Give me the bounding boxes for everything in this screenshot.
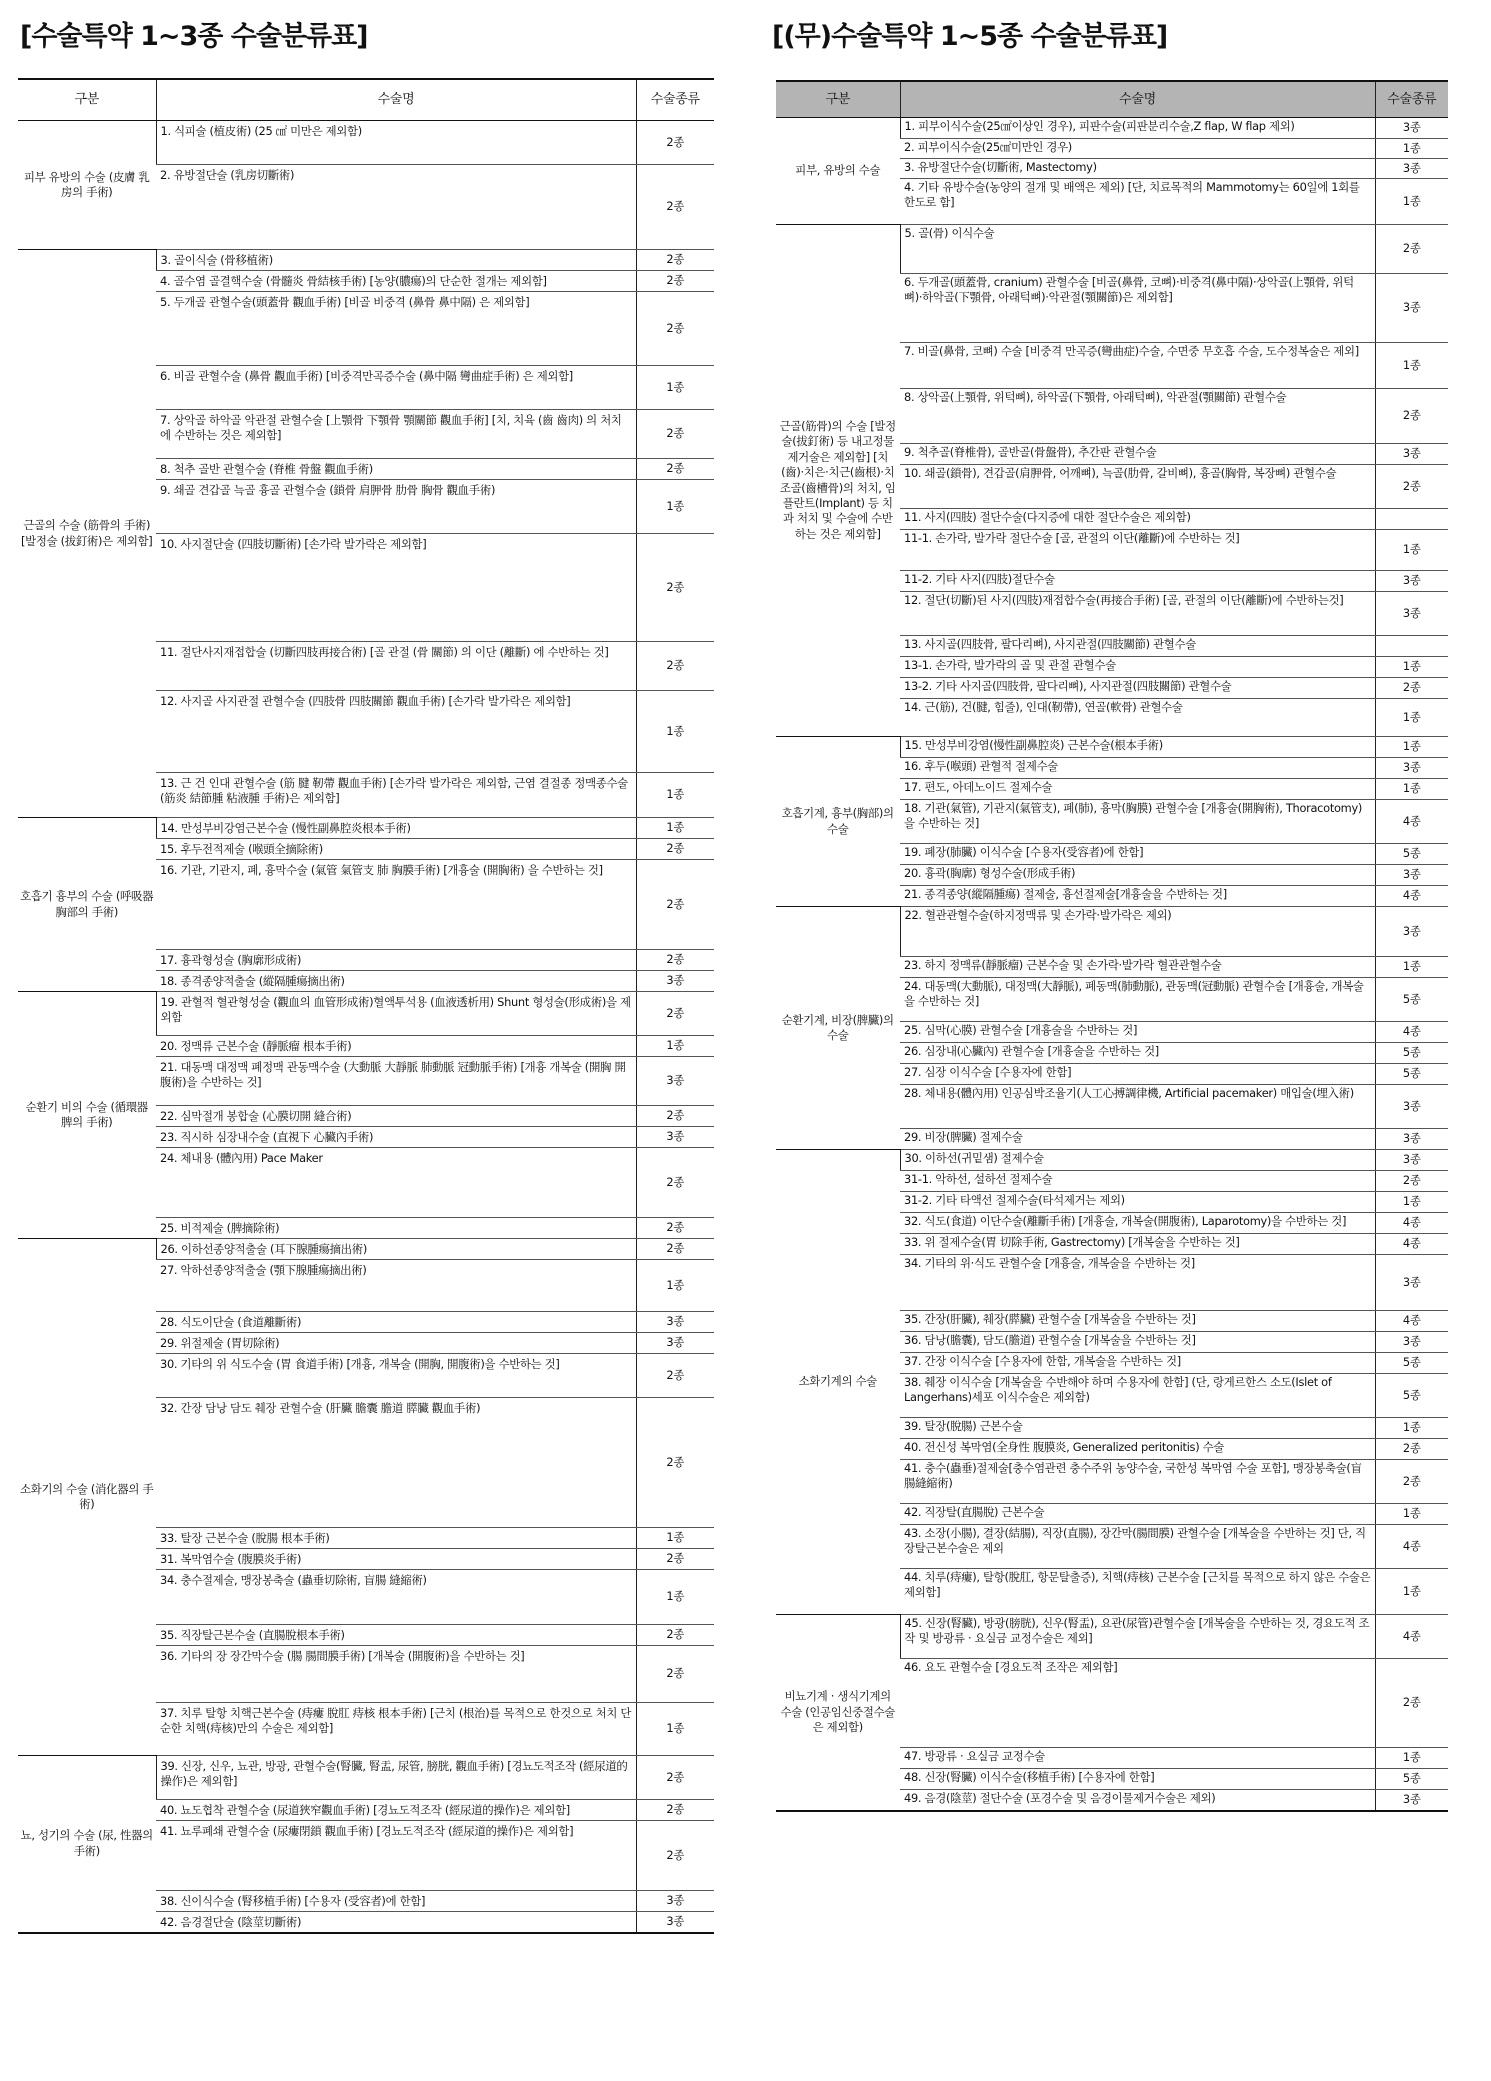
surgery-name-cell: 48. 신장(腎臟) 이식수술(移植手術) [수용자에 한함]	[900, 1769, 1375, 1790]
surgery-type-cell: 1종	[1375, 139, 1448, 159]
surgery-name-cell: 2. 피부이식수술(25㎠미만인 경우)	[900, 139, 1375, 159]
surgery-name-cell: 41. 충수(蟲垂)절제술[충수염관련 충수주위 농양수술, 국한성 복막염 수술 포함], 맹장봉축술(盲腸縫縮術)	[900, 1460, 1375, 1504]
surgery-type-cell: 1종	[1375, 737, 1448, 758]
surgery-type-cell: 1종	[636, 1528, 714, 1549]
surgery-name-cell: 5. 골(骨) 이식수술	[900, 225, 1375, 274]
surgery-type-cell: 1종	[1375, 657, 1448, 678]
surgery-name-cell: 13. 근 건 인대 관혈수술 (筋 腱 靭帶 觀血手術) [손가락 발가락은 제외함, 근염 결절종 정맥종수술 (筋炎 結節腫 粘液腫 手術)은 제외함]	[156, 773, 636, 818]
surgery-type-cell	[1375, 509, 1448, 530]
category-cell: 소화기계의 수술	[776, 1150, 900, 1615]
surgery-name-cell: 39. 신장, 신우, 뇨관, 방광, 관혈수술(腎臟, 腎盂, 尿管, 膀胱, 觀血手術) [경뇨도적조작 (經尿道的操作)은 제외함]	[156, 1756, 636, 1800]
right-table-body	[776, 118, 1448, 1811]
surgery-type-cell: 3종	[1375, 118, 1448, 139]
category-cell: 소화기의 수술 (消化器의 手術)	[18, 1239, 156, 1756]
surgery-name-cell: 18. 기관(氣管), 기관지(氣管支), 폐(肺), 흉막(胸膜) 관혈수술 [개흉술(開胸術), Thoracotomy)을 수반하는 것]	[900, 800, 1375, 844]
surgery-type-cell	[1375, 636, 1448, 657]
surgery-name-cell: 24. 대동맥(大動脈), 대정맥(大靜脈), 폐동맥(肺動脈), 관동맥(冠動脈) 관혈수술 [개흉술, 개복술을 수반하는 것]	[900, 978, 1375, 1022]
surgery-type-cell: 2종	[1375, 1460, 1448, 1504]
surgery-name-cell: 21. 종격종양(縱隔腫瘍) 절제술, 흉선절제술[개흉술을 수반하는 것]	[900, 886, 1375, 907]
surgery-type-cell: 3종	[636, 971, 714, 992]
header-category: 구분	[18, 79, 156, 121]
surgery-type-cell: 2종	[636, 1218, 714, 1239]
category-cell: 근골(筋骨)의 수술 [발정술(拔釘術) 등 내고정물 제거술은 제외함] [치(齒)·치은·치근(齒根)·치조골(齒槽骨)의 처치, 임플란트(Implant) 등 치과 처치 및 수술에 수반하는 것은 제외함]	[776, 225, 900, 737]
surgery-type-cell: 2종	[1375, 1659, 1448, 1748]
surgery-type-cell: 1종	[1375, 343, 1448, 389]
surgery-name-cell: 43. 소장(小腸), 결장(結腸), 직장(直腸), 장간막(腸間膜) 관혈수술 [개복술을 수반하는 것] 단, 직장탈근본수술은 제외	[900, 1525, 1375, 1569]
surgery-type-cell: 3종	[636, 1057, 714, 1106]
surgery-name-cell: 5. 두개골 관혈수술(頭蓋骨 觀血手術) [비골 비중격 (鼻骨 鼻中隔) 은 제외함]	[156, 292, 636, 366]
header-surgery-type: 수술종류	[636, 79, 714, 121]
surgery-type-cell: 3종	[636, 1891, 714, 1912]
surgery-type-cell: 2종	[636, 165, 714, 250]
surgery-type-cell: 1종	[1375, 1192, 1448, 1213]
surgery-type-cell: 3종	[636, 1333, 714, 1354]
surgery-type-cell: 5종	[1375, 1374, 1448, 1418]
surgery-type-cell: 3종	[1375, 865, 1448, 886]
surgery-type-cell: 2종	[636, 410, 714, 459]
surgery-name-cell: 2. 유방절단술 (乳房切斷術)	[156, 165, 636, 250]
surgery-name-cell: 13-1. 손가락, 발가락의 골 및 관절 관혈수술	[900, 657, 1375, 678]
surgery-name-cell: 11-2. 기타 사지(四肢)절단수술	[900, 571, 1375, 592]
table-row	[18, 1239, 714, 1260]
surgery-type-cell: 2종	[636, 121, 714, 165]
category-cell: 피부 유방의 수술 (皮膚 乳房의 手術)	[18, 121, 156, 250]
surgery-name-cell: 23. 직시하 심장내수술 (直視下 心臟內手術)	[156, 1127, 636, 1148]
category-cell: 순환기계, 비장(脾臟)의 수술	[776, 907, 900, 1150]
category-cell: 호흡기 흉부의 수술 (呼吸器 胸部의 手術)	[18, 818, 156, 992]
surgery-type-cell: 2종	[636, 250, 714, 271]
surgery-type-cell: 5종	[1375, 978, 1448, 1022]
table-row	[776, 1150, 1448, 1171]
surgery-type-cell: 4종	[1375, 1213, 1448, 1234]
surgery-name-cell: 20. 정맥류 근본수술 (靜脈瘤 根本手術)	[156, 1036, 636, 1057]
surgery-type-cell: 2종	[636, 1148, 714, 1218]
surgery-name-cell: 9. 쇄골 견갑골 늑골 흉골 관혈수술 (鎖骨 肩胛骨 肋骨 胸骨 觀血手術)	[156, 480, 636, 534]
surgery-name-cell: 36. 담낭(膽囊), 담도(膽道) 관혈수술 [개복술을 수반하는 것]	[900, 1332, 1375, 1353]
surgery-name-cell: 3. 골이식술 (骨移植術)	[156, 250, 636, 271]
surgery-name-cell: 22. 심막절개 봉합술 (心膜切開 縫合術)	[156, 1106, 636, 1127]
surgery-type-cell: 3종	[636, 1312, 714, 1333]
category-cell: 순환기 비의 수술 (循環器 脾의 手術)	[18, 992, 156, 1239]
surgery-type-cell: 1종	[1375, 530, 1448, 571]
surgery-type-cell: 5종	[1375, 1043, 1448, 1064]
surgery-name-cell: 31-2. 기타 타액선 절제수술(타석제거는 제외)	[900, 1192, 1375, 1213]
surgery-name-cell: 10. 사지절단술 (四肢切斷術) [손가락 발가락은 제외함]	[156, 534, 636, 642]
surgery-name-cell: 28. 체내용(體內用) 인공심박조율기(人工心搏調律機, Artificial pacemaker) 매입술(埋入術)	[900, 1085, 1375, 1129]
surgery-type-cell: 5종	[1375, 1064, 1448, 1085]
surgery-name-cell: 12. 절단(切斷)된 사지(四肢)재접합수술(再接合手術) [골, 관절의 이단(離斷)에 수반하는것]	[900, 592, 1375, 636]
surgery-name-cell: 34. 기타의 위·식도 관혈수술 [개흉술, 개복술을 수반하는 것]	[900, 1255, 1375, 1311]
surgery-type-cell: 3종	[1375, 1332, 1448, 1353]
surgery-name-cell: 17. 편도, 아데노이드 절제수술	[900, 779, 1375, 800]
surgery-type-cell: 1종	[636, 1570, 714, 1625]
surgery-type-cell: 1종	[636, 1036, 714, 1057]
table-row	[18, 992, 714, 1036]
surgery-name-cell: 44. 치루(痔瘻), 탈항(脫肛, 항문탈출증), 치핵(痔核) 근본수술 [근치를 목적으로 하지 않은 수술은 제외함]	[900, 1569, 1375, 1615]
surgery-type-cell: 2종	[1375, 225, 1448, 274]
surgery-type-cell: 5종	[1375, 1769, 1448, 1790]
surgery-type-cell: 3종	[1375, 1129, 1448, 1150]
surgery-type-cell: 3종	[1375, 571, 1448, 592]
surgery-type-cell: 3종	[1375, 592, 1448, 636]
table-row	[776, 1615, 1448, 1659]
surgery-type-cell: 3종	[1375, 758, 1448, 779]
surgery-name-cell: 3. 유방절단수술(切斷術, Mastectomy)	[900, 159, 1375, 179]
surgery-name-cell: 37. 간장 이식수술 [수용자에 한함, 개복술을 수반하는 것]	[900, 1353, 1375, 1374]
surgery-name-cell: 26. 심장내(心臟內) 관혈수술 [개흉술을 수반하는 것]	[900, 1043, 1375, 1064]
category-cell: 피부, 유방의 수술	[776, 118, 900, 225]
surgery-name-cell: 32. 간장 담낭 담도 췌장 관혈수술 (肝臟 膽囊 膽道 膵臟 觀血手術)	[156, 1398, 636, 1528]
surgery-name-cell: 32. 식도(食道) 이단수술(離斷手術) [개흉술, 개복술(開腹術), Laparotomy)을 수반하는 것]	[900, 1213, 1375, 1234]
surgery-type-cell: 1종	[636, 366, 714, 410]
surgery-name-cell: 4. 골수염 골결핵수술 (骨髓炎 骨結核手術) [농양(膿瘍)의 단순한 절개는 제외함]	[156, 271, 636, 292]
category-cell: 호흡기계, 흉부(胸部)의 수술	[776, 737, 900, 907]
header-surgery-name: 수술명	[900, 81, 1375, 118]
surgery-name-cell: 29. 비장(脾臟) 절제수술	[900, 1129, 1375, 1150]
surgery-name-cell: 35. 간장(肝臟), 췌장(膵臟) 관혈수술 [개복술을 수반하는 것]	[900, 1311, 1375, 1332]
surgery-name-cell: 37. 치루 탈항 치핵근본수술 (痔瘻 脫肛 痔核 根本手術) [근치 (根治)를 목적으로 한것으로 처치 단순한 치핵(痔核)만의 수술은 제외함]	[156, 1703, 636, 1756]
surgery-type-cell: 2종	[636, 950, 714, 971]
surgery-type-cell: 4종	[1375, 1525, 1448, 1569]
surgery-type-cell: 3종	[1375, 159, 1448, 179]
surgery-name-cell: 42. 직장탈(直腸脫) 근본수술	[900, 1504, 1375, 1525]
left-table-body	[18, 121, 714, 1933]
surgery-type-cell: 4종	[1375, 1022, 1448, 1043]
table-row	[18, 121, 714, 165]
surgery-name-cell: 6. 두개골(頭蓋骨, cranium) 관혈수술 [비골(鼻骨, 코뼈)·비중격(鼻中隔)·상악골(上顎骨, 위턱뼈)·하악골(下顎骨, 아래턱뼈)·악관절(顎關節)은 제외함]	[900, 274, 1375, 343]
surgery-type-cell: 2종	[636, 1549, 714, 1570]
surgery-type-cell: 1종	[1375, 957, 1448, 978]
surgery-type-cell: 1종	[1375, 1504, 1448, 1525]
surgery-type-cell: 2종	[636, 1821, 714, 1891]
header-surgery-name: 수술명	[156, 79, 636, 121]
surgery-type-cell: 1종	[1375, 1569, 1448, 1615]
header-surgery-type: 수술종류	[1375, 81, 1448, 118]
surgery-type-cell: 2종	[636, 992, 714, 1036]
surgery-name-cell: 1. 피부이식수술(25㎠이상인 경우), 피판수술(피판분리수술,Z flap, W flap 제외)	[900, 118, 1375, 139]
surgery-type-cell: 5종	[1375, 844, 1448, 865]
surgery-type-cell: 3종	[1375, 444, 1448, 465]
surgery-name-cell: 15. 만성부비강염(慢性副鼻腔炎) 근본수술(根本手術)	[900, 737, 1375, 758]
surgery-name-cell: 10. 쇄골(鎖骨), 견갑골(肩胛骨, 어깨뼈), 늑골(肋骨, 갈비뼈), 흉골(胸骨, 복장뼈) 관혈수술	[900, 465, 1375, 509]
surgery-name-cell: 19. 관혈적 혈관형성술 (觀血의 血管形成術)혈액투석용 (血液透析用) Shunt 형성술(形成術)을 제외함	[156, 992, 636, 1036]
surgery-name-cell: 8. 상악골(上顎骨, 위턱뼈), 하악골(下顎骨, 아래턱뼈), 악관절(顎關節) 관혈수술	[900, 389, 1375, 444]
surgery-type-cell: 1종	[636, 691, 714, 773]
surgery-name-cell: 35. 직장탈근본수술 (直腸脫根本手術)	[156, 1625, 636, 1646]
surgery-type-cell: 2종	[636, 271, 714, 292]
surgery-type-cell: 3종	[636, 1127, 714, 1148]
surgery-type-cell: 4종	[1375, 1234, 1448, 1255]
surgery-name-cell: 1. 식피술 (植皮術) (25 ㎠ 미만은 제외함)	[156, 121, 636, 165]
table-row	[776, 907, 1448, 957]
surgery-name-cell: 14. 근(筋), 건(腱, 힘줄), 인대(靭帶), 연골(軟骨) 관혈수술	[900, 699, 1375, 737]
surgery-type-cell: 2종	[636, 860, 714, 950]
surgery-name-cell: 38. 췌장 이식수술 [개복술을 수반해야 하며 수용자에 한함] (단, 랑게르한스 소도(Islet of Langerhans)세포 이식수술은 제외함)	[900, 1374, 1375, 1418]
surgery-name-cell: 25. 심막(心膜) 관혈수술 [개흉술을 수반하는 것]	[900, 1022, 1375, 1043]
surgery-name-cell: 42. 음경절단술 (陰莖切斷術)	[156, 1912, 636, 1933]
surgery-name-cell: 31. 복막염수술 (腹膜炎手術)	[156, 1549, 636, 1570]
surgery-type-cell: 3종	[1375, 1150, 1448, 1171]
surgery-type-cell: 3종	[1375, 1255, 1448, 1311]
surgery-name-cell: 47. 방광류 · 요실금 교정수술	[900, 1748, 1375, 1769]
surgery-type-cell: 2종	[636, 1646, 714, 1703]
surgery-type-cell: 1종	[636, 1703, 714, 1756]
surgery-name-cell: 7. 비골(鼻骨, 코뼈) 수술 [비중격 만곡증(彎曲症)수술, 수면중 무호흡 수술, 도수정복술은 제외]	[900, 343, 1375, 389]
surgery-name-cell: 27. 심장 이식수술 [수용자에 한함]	[900, 1064, 1375, 1085]
surgery-name-cell: 23. 하지 정맥류(靜脈瘤) 근본수술 및 손가락·발가락 혈관관혈수술	[900, 957, 1375, 978]
surgery-name-cell: 40. 전신성 복막염(全身性 腹膜炎, Generalized peritonitis) 수술	[900, 1439, 1375, 1460]
surgery-name-cell: 27. 악하선종양적출술 (顎下腺腫瘍摘出術)	[156, 1260, 636, 1312]
surgery-name-cell: 31-1. 악하선, 설하선 절제수술	[900, 1171, 1375, 1192]
surgery-name-cell: 38. 신이식수술 (腎移植手術) [수용자 (受容者)에 한함]	[156, 1891, 636, 1912]
surgery-name-cell: 21. 대동맥 대정맥 폐정맥 관동맥수술 (大動脈 大靜脈 肺動脈 冠動脈手術) [개흉 개복술 (開胸 開腹術)을 수반하는 것]	[156, 1057, 636, 1106]
surgery-type-cell: 1종	[636, 1260, 714, 1312]
surgery-type-cell: 1종	[1375, 779, 1448, 800]
surgery-type-cell: 2종	[1375, 1171, 1448, 1192]
surgery-type-cell: 2종	[636, 1106, 714, 1127]
surgery-type-cell: 2종	[636, 839, 714, 860]
surgery-name-cell: 11. 절단사지재접합술 (切斷四肢再接合術) [골 관절 (骨 關節) 의 이단 (離斷) 에 수반하는 것]	[156, 642, 636, 691]
surgery-name-cell: 30. 기타의 위 식도수술 (胃 食道手術) [개흉, 개복술 (開胸, 開腹術)을 수반하는 것]	[156, 1354, 636, 1398]
table-row	[776, 225, 1448, 274]
surgery-type-cell: 1종	[1375, 179, 1448, 225]
surgery-type-cell: 4종	[1375, 1615, 1448, 1659]
surgery-type-cell: 2종	[636, 642, 714, 691]
surgery-name-cell: 24. 체내용 (體內用) Pace Maker	[156, 1148, 636, 1218]
surgery-name-cell: 9. 척추골(脊椎骨), 골반골(骨盤骨), 추간판 관혈수술	[900, 444, 1375, 465]
surgery-type-cell: 2종	[636, 1625, 714, 1646]
surgery-type-cell: 2종	[1375, 1439, 1448, 1460]
surgery-name-cell: 16. 후두(喉頭) 관혈적 절제수술	[900, 758, 1375, 779]
header-row	[18, 79, 714, 121]
surgery-name-cell: 25. 비적제술 (脾摘除術)	[156, 1218, 636, 1239]
surgery-type-cell: 4종	[1375, 1311, 1448, 1332]
surgery-name-cell: 13-2. 기타 사지골(四肢骨, 팔다리뼈), 사지관절(四肢關節) 관혈수술	[900, 678, 1375, 699]
surgery-name-cell: 8. 척추 골반 관혈수술 (脊椎 骨盤 觀血手術)	[156, 459, 636, 480]
surgery-name-cell: 16. 기관, 기관지, 폐, 흉막수술 (氣管 氣管支 肺 胸膜手術) [개흉술 (開胸術) 을 수반하는 것]	[156, 860, 636, 950]
right-surgery-table	[776, 80, 1448, 1812]
surgery-name-cell: 28. 식도이단술 (食道離斷術)	[156, 1312, 636, 1333]
surgery-type-cell: 2종	[636, 292, 714, 366]
table-row	[776, 737, 1448, 758]
surgery-type-cell: 2종	[1375, 465, 1448, 509]
surgery-type-cell: 3종	[1375, 274, 1448, 343]
surgery-name-cell: 26. 이하선종양적출술 (耳下腺腫瘍摘出術)	[156, 1239, 636, 1260]
surgery-type-cell: 1종	[636, 818, 714, 839]
surgery-name-cell: 49. 음경(陰莖) 절단수술 (포경수술 및 음경이물제거수술은 제외)	[900, 1790, 1375, 1811]
surgery-name-cell: 29. 위절제술 (胃切除術)	[156, 1333, 636, 1354]
surgery-name-cell: 11. 사지(四肢) 절단수술(다지증에 대한 절단수술은 제외함)	[900, 509, 1375, 530]
left-table-title: [수술특약 1~3종 수술분류표]	[20, 21, 368, 52]
surgery-name-cell: 22. 혈관관혈수술(하지정맥류 및 손가락·발가락은 제외)	[900, 907, 1375, 957]
surgery-name-cell: 13. 사지골(四肢骨, 팔다리뼈), 사지관절(四肢關節) 관혈수술	[900, 636, 1375, 657]
table-row	[18, 250, 714, 271]
surgery-type-cell: 1종	[1375, 1418, 1448, 1439]
right-table-title: [(무)수술특약 1~5종 수술분류표]	[772, 21, 1168, 52]
surgery-name-cell: 4. 기타 유방수술(농양의 절개 및 배액은 제외) [단, 치료목적의 Mammotomy는 60일에 1회를 한도로 함]	[900, 179, 1375, 225]
surgery-name-cell: 34. 충수절제술, 맹장봉축술 (蟲垂切除術, 盲腸 縫縮術)	[156, 1570, 636, 1625]
surgery-type-cell: 2종	[1375, 678, 1448, 699]
surgery-type-cell: 2종	[636, 1398, 714, 1528]
surgery-type-cell: 1종	[1375, 699, 1448, 737]
surgery-type-cell: 2종	[636, 1800, 714, 1821]
header-row	[776, 81, 1448, 118]
surgery-name-cell: 20. 흉곽(胸廓) 형성수술(形成手術)	[900, 865, 1375, 886]
surgery-name-cell: 41. 뇨루폐쇄 관혈수술 (尿瘻閉鎖 觀血手術) [경뇨도적조작 (經尿道的操作)은 제외함]	[156, 1821, 636, 1891]
category-cell: 비뇨기계 · 생식기계의 수술 (인공임신중절수술은 제외함)	[776, 1615, 900, 1811]
surgery-type-cell: 4종	[1375, 800, 1448, 844]
surgery-name-cell: 45. 신장(腎臟), 방광(膀胱), 신우(腎盂), 요관(尿管)관혈수술 [개복술을 수반하는 것, 경요도적 조작 및 방광류 · 요실금 교정수술은 제외]	[900, 1615, 1375, 1659]
surgery-type-cell: 3종	[1375, 1085, 1448, 1129]
left-surgery-table	[18, 78, 714, 1934]
surgery-name-cell: 6. 비골 관혈수술 (鼻骨 觀血手術) [비중격만곡증수술 (鼻中隔 彎曲症手術) 은 제외함]	[156, 366, 636, 410]
surgery-name-cell: 33. 위 절제수술(胃 切除手術, Gastrectomy) [개복술을 수반하는 것]	[900, 1234, 1375, 1255]
table-row	[18, 1756, 714, 1800]
surgery-type-cell: 1종	[636, 480, 714, 534]
surgery-name-cell: 40. 뇨도협착 관혈수술 (尿道狹窄觀血手術) [경뇨도적조작 (經尿道的操作)은 제외함]	[156, 1800, 636, 1821]
surgery-name-cell: 19. 폐장(肺臟) 이식수술 [수용자(受容者)에 한함]	[900, 844, 1375, 865]
surgery-type-cell: 2종	[636, 534, 714, 642]
surgery-type-cell: 2종	[1375, 389, 1448, 444]
surgery-type-cell: 1종	[1375, 1748, 1448, 1769]
surgery-name-cell: 14. 만성부비강염근본수술 (慢性副鼻腔炎根本手術)	[156, 818, 636, 839]
surgery-name-cell: 15. 후두전적제술 (喉頭全摘除術)	[156, 839, 636, 860]
surgery-name-cell: 11-1. 손가락, 발가락 절단수술 [골, 관절의 이단(離斷)에 수반하는 것]	[900, 530, 1375, 571]
table-row	[18, 818, 714, 839]
header-category: 구분	[776, 81, 900, 118]
surgery-type-cell: 5종	[1375, 1353, 1448, 1374]
surgery-name-cell: 7. 상악골 하악골 악관절 관혈수술 [上顎骨 下顎骨 顎關節 觀血手術] [치, 치육 (齒 齒肉) 의 처치에 수반하는 것은 제외함]	[156, 410, 636, 459]
surgery-type-cell: 3종	[1375, 907, 1448, 957]
surgery-type-cell: 4종	[1375, 886, 1448, 907]
surgery-name-cell: 18. 종격종양적출술 (縱隔腫瘍摘出術)	[156, 971, 636, 992]
surgery-name-cell: 12. 사지골 사지관절 관혈수술 (四肢骨 四肢關節 觀血手術) [손가락 발가락은 제외함]	[156, 691, 636, 773]
surgery-type-cell: 2종	[636, 459, 714, 480]
surgery-name-cell: 17. 흉곽형성술 (胸廓形成術)	[156, 950, 636, 971]
surgery-name-cell: 36. 기타의 장 장간막수술 (腸 腸間膜手術) [개복술 (開腹術)을 수반하는 것]	[156, 1646, 636, 1703]
surgery-type-cell: 2종	[636, 1354, 714, 1398]
category-cell: 근골의 수술 (筋骨의 手術) [발정술 (拔釘術)은 제외함]	[18, 250, 156, 818]
surgery-type-cell: 2종	[636, 1239, 714, 1260]
surgery-name-cell: 33. 탈장 근본수술 (脫腸 根本手術)	[156, 1528, 636, 1549]
surgery-name-cell: 46. 요도 관혈수술 [경요도적 조작은 제외함]	[900, 1659, 1375, 1748]
surgery-name-cell: 39. 탈장(脫腸) 근본수술	[900, 1418, 1375, 1439]
surgery-name-cell: 30. 이하선(귀밑샘) 절제수술	[900, 1150, 1375, 1171]
table-row	[776, 118, 1448, 139]
surgery-type-cell: 3종	[636, 1912, 714, 1933]
category-cell: 뇨, 성기의 수술 (尿, 性器의 手術)	[18, 1756, 156, 1933]
surgery-type-cell: 3종	[1375, 1790, 1448, 1811]
surgery-type-cell: 2종	[636, 1756, 714, 1800]
surgery-type-cell: 1종	[636, 773, 714, 818]
